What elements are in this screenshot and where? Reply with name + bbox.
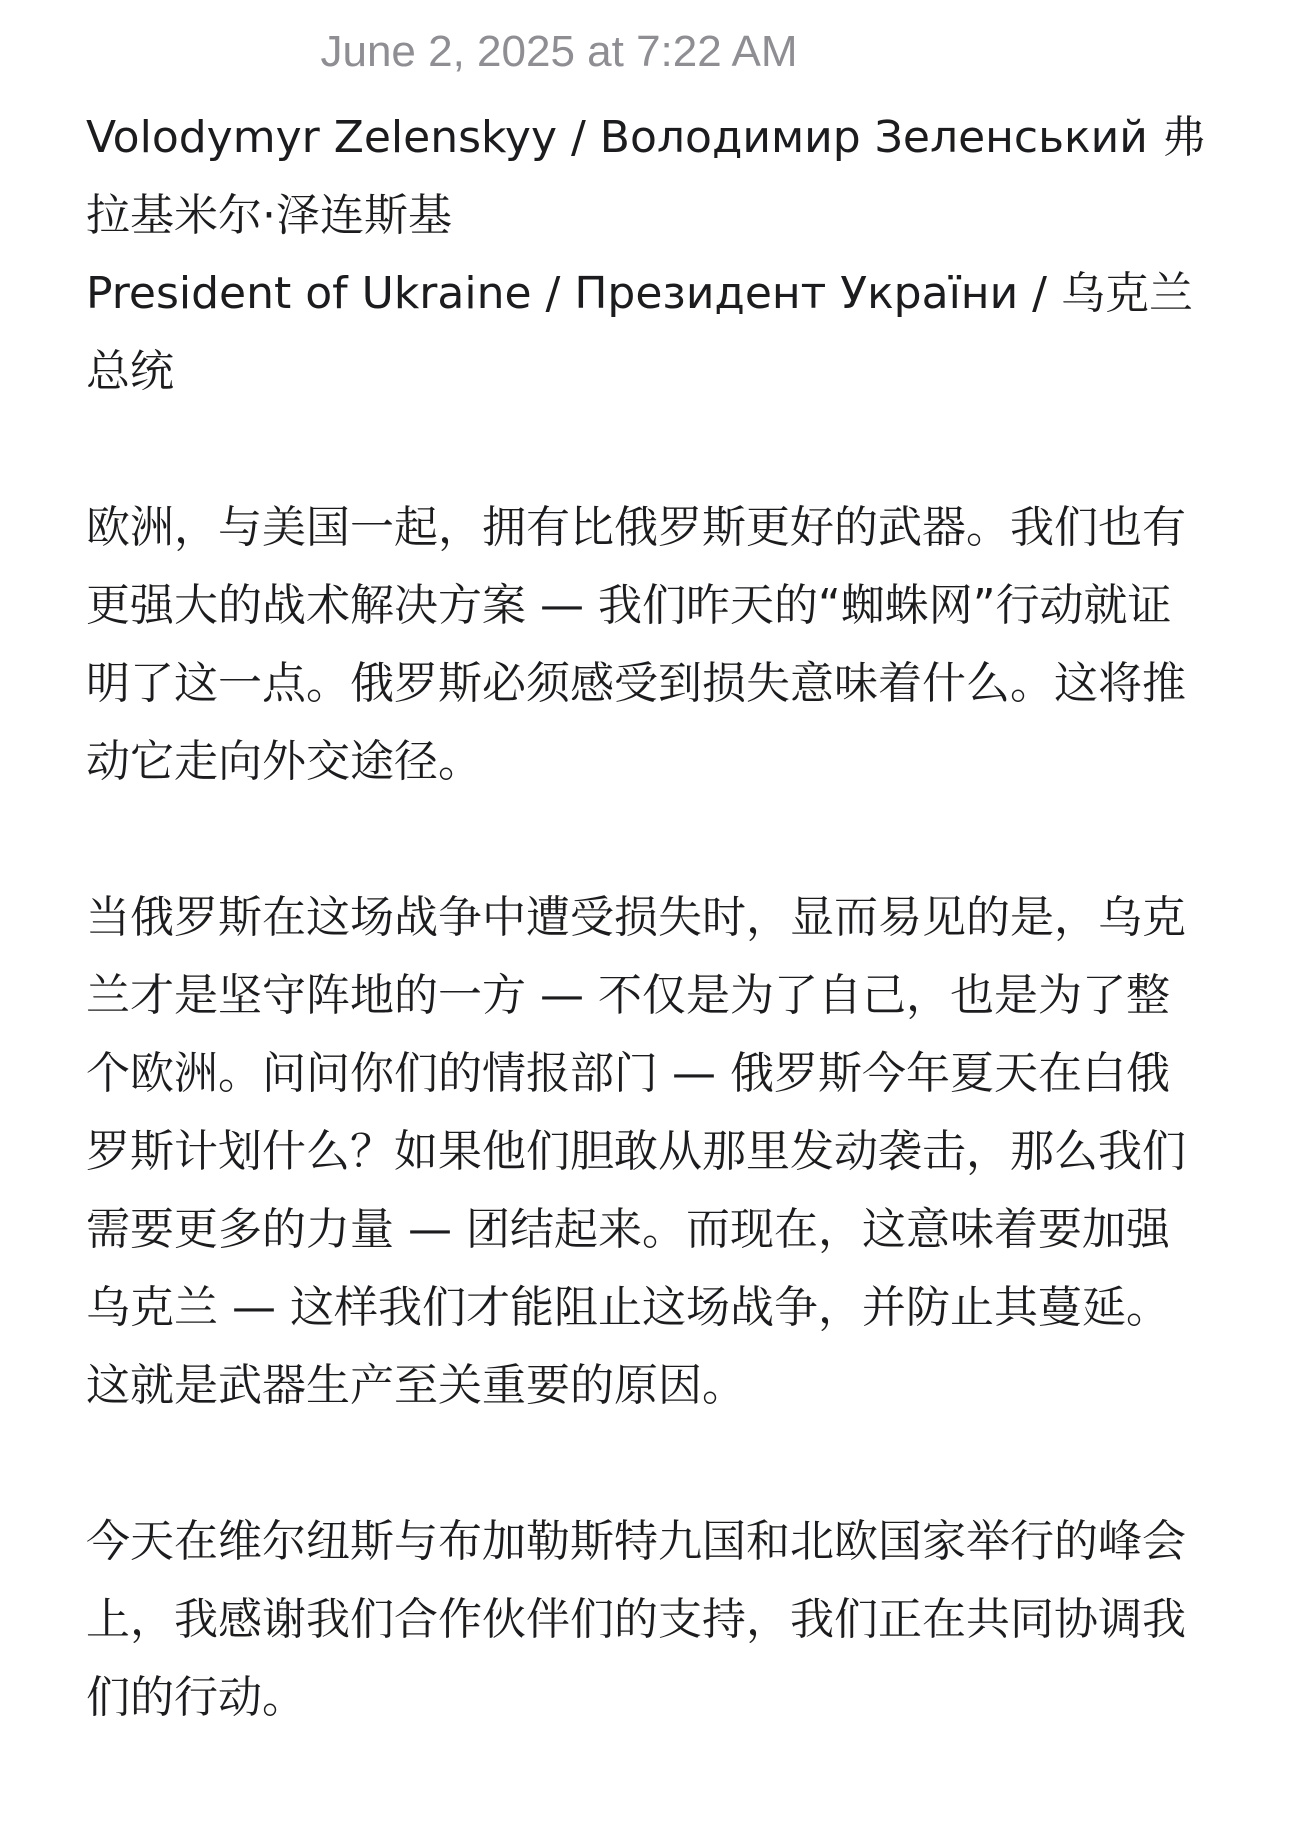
paragraph-3: 今天在维尔纽斯与布加勒斯特九国和北欧国家举行的峰会上，我感谢我们合作伙伴们的支持，我们正在共同协调我们的行动。 bbox=[86, 1516, 1186, 1723]
author-title-line: President of Ukraine / Президент України / 乌克兰总统 bbox=[86, 268, 1193, 397]
paragraph-1: 欧洲，与美国一起，拥有比俄罗斯更好的武器。我们也有更强大的战术解决方案 — 我们昨天的“蜘蛛网”行动就证明了这一点。俄罗斯必须感受到损失意味着什么。这将推动它走向外交途径。 bbox=[86, 502, 1186, 787]
note-text[interactable] bbox=[86, 99, 1210, 1737]
note-header bbox=[86, 99, 1210, 411]
author-name-line: Volodymyr Zelenskyy / Володимир Зеленський 弗拉基米尔·泽连斯基 bbox=[86, 112, 1206, 241]
paragraph-2: 当俄罗斯在这场战争中遭受损失时，显而易见的是，乌克兰才是坚守阵地的一方 — 不仅是为了自己，也是为了整个欧洲。问问你们的情报部门 — 俄罗斯今年夏天在白俄罗斯计划什么？如果他们胆敢从那里发动袭击，那么我们需要更多的力量 — 团结起来。而现在，这意味着要加强乌克兰 — 这样我们才能阻止这场战争，并防止其蔓延。这就是武器生产至关重要的原因。 bbox=[86, 892, 1186, 1411]
note-timestamp: June 2, 2025 at 7:22 AM bbox=[320, 27, 798, 76]
